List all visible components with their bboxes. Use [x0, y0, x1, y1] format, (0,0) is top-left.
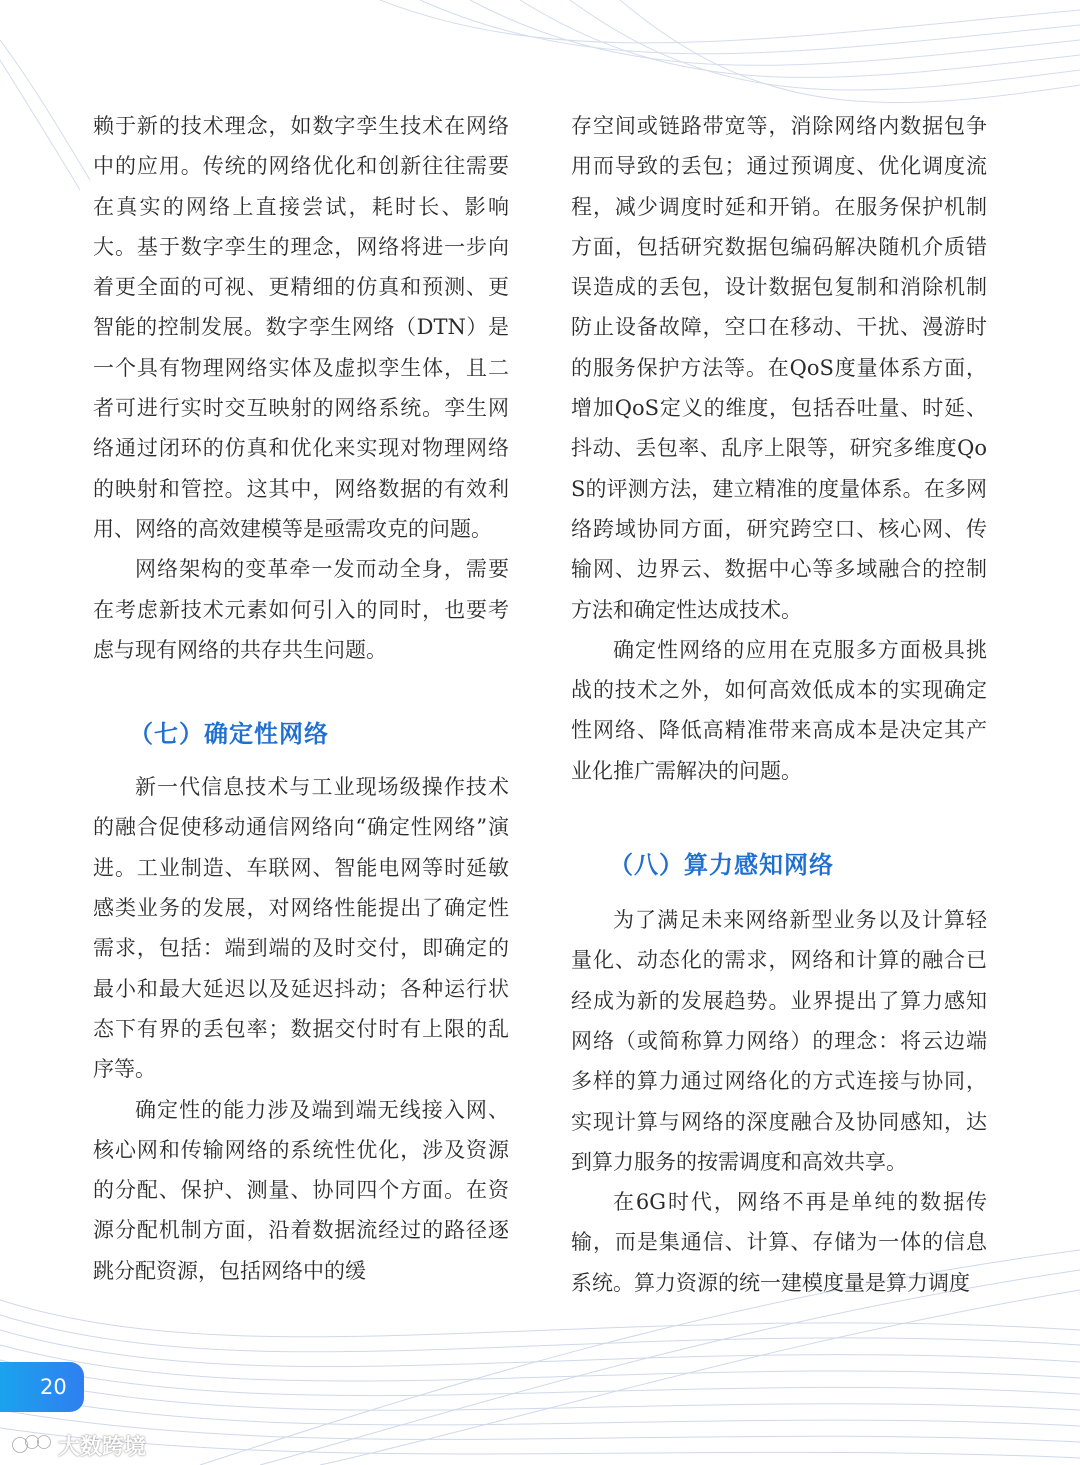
right-column — [571, 106, 987, 1303]
paragraph-deterministic-application: 确定性网络的应用在克服多方面极具挑战的技术之外，如何高效低成本的实现确定性网络、降低高精准带来高成本是决定其产业化推广需解决的问题。 — [571, 637, 987, 783]
watermark-logo-icon — [10, 1430, 54, 1460]
paragraph-resource-continuation: 存空间或链路带宽等，消除网络内数据包争用而导致的丢包；通过预调度、优化调度流程，减少调度时延和开销。在服务保护机制方面，包括研究数据包编码解决随机介质错误造成的丢包，设计数据包复制和消除机制防止设备故障，空口在移动、干扰、漫游时的服务保护方法等。在QoS度量体系方面，增加QoS定义的维度，包括吞吐量、时延、抖动、丢包率、乱序上限等，研究多维度QoS的评测方法，建立精准的度量体系。在多网络跨域协同方面，研究跨空口、核心网、传输网、边界云、数据中心等多域融合的控制方法和确定性达成技术。 — [571, 114, 987, 622]
paragraph-6g-era: 在6G时代，网络不再是单纯的数据传输，而是集通信、计算、存储为一体的信息系统。算力资源的统一建模度量是算力调度 — [571, 1190, 987, 1295]
section-heading-computing-aware-network: （八）算力感知网络 — [609, 851, 834, 880]
paragraph-digital-twin: 赖于新的技术理念，如数字孪生技术在网络中的应用。传统的网络优化和创新往往需要在真实的网络上直接尝试，耗时长、影响大。基于数字孪生的理念，网络将进一步向着更全面的可视、更精细的仿真和预测、更智能的控制发展。数字孪生网络（DTN）是一个具有物理网络实体及虚拟孪生体，且二者可进行实时交互映射的网络系统。孪生网络通过闭环的仿真和优化来实现对物理网络的映射和管控。这其中，网络数据的有效利用、网络的高效建模等是亟需攻克的问题。 — [93, 114, 509, 541]
left-column — [93, 106, 509, 1291]
paragraph-deterministic-capability: 确定性的能力涉及端到端无线接入网、核心网和传输网络的系统性优化，涉及资源的分配、保护、测量、协同四个方面。在资源分配机制方面，沿着数据流经过的路径逐跳分配资源，包括网络中的缓 — [93, 1097, 509, 1283]
paragraph-deterministic-intro: 新一代信息技术与工业现场级操作技术的融合促使移动通信网络向“确定性网络”演进。工业制造、车联网、智能电网等时延敏感类业务的发展，对网络性能提出了确定性需求，包括：端到端的及时交付，即确定的最小和最大延迟以及延迟抖动；各种运行状态下有界的丢包率；数据交付时有上限的乱序等。 — [93, 775, 509, 1082]
paragraph-architecture: 网络架构的变革牵一发而动全身，需要在考虑新技术元素如何引入的同时，也要考虑与现有网络的共存共生问题。 — [93, 557, 509, 662]
page-number-tab — [0, 1362, 84, 1412]
section-heading-deterministic-network: （七）确定性网络 — [129, 720, 329, 749]
watermark — [10, 1428, 146, 1462]
page-number: 20 — [40, 1375, 67, 1399]
paragraph-computing-network-intro: 为了满足未来网络新型业务以及计算轻量化、动态化的需求，网络和计算的融合已经成为新的发展趋势。业界提出了算力感知网络（或简称算力网络）的理念：将云边端多样的算力通过网络化的方式连接与协同，实现计算与网络的深度融合及协同感知，达到算力服务的按需调度和高效共享。 — [571, 908, 987, 1174]
watermark-text: 大数跨境 — [58, 1434, 147, 1460]
